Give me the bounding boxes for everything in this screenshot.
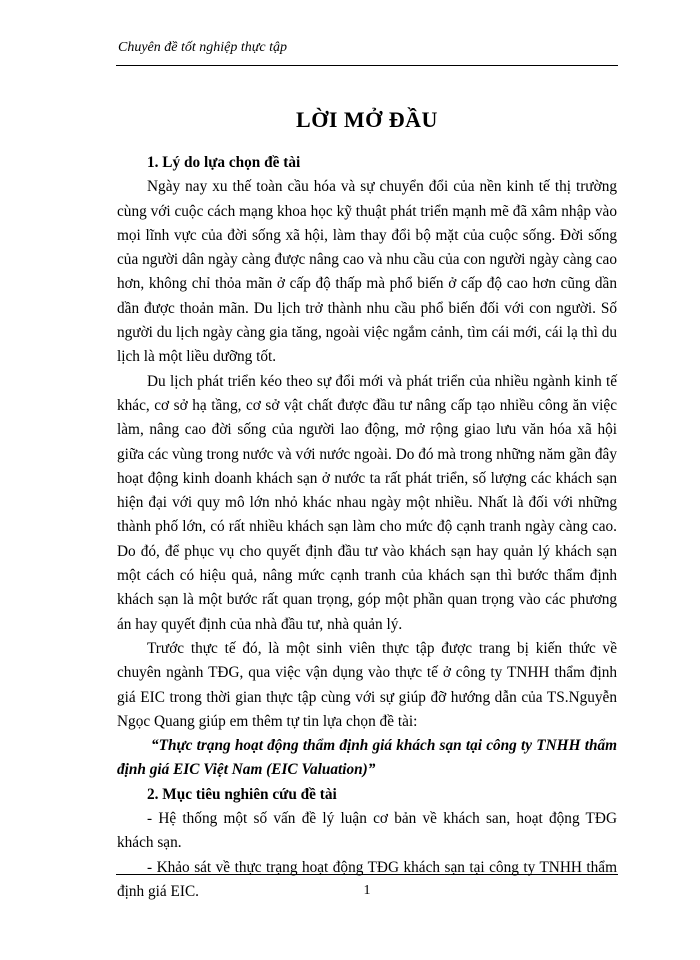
paragraph: Trước thực tế đó, là một sinh viên thực tập được trang bị kiến thức về chuyên ngành TĐG, qua việc vận dụng vào thực tế ở công ty TNHH thẩm định giá EIC trong thời gian thực tập cùng với sự giúp đỡ hướng dẫn của TS.Nguyễn Ngọc Quang giúp em thêm tự tin lựa chọn đề tài: [117, 639, 617, 730]
page-title: LỜI MỞ ĐẦU [296, 107, 438, 132]
paragraph: Ngày nay xu thế toàn cầu hóa và sự chuyển đổi của nền kinh tế thị trường cùng với cuộc cách mạng khoa học kỹ thuật phát triển mạnh mẽ đã xâm nhập vào mọi lĩnh vực của đời sống xã hội, làm thay đổi bộ mặt của cuộc sống. Đời sống của người dân ngày càng được nâng cao và nhu cầu của con người ngày càng cao hơn, không chỉ thỏa mãn ở cấp độ thấp mà phổ biến ở cấp độ cao hơn cũng dần dần được thoản mãn. Du lịch trở thành nhu cầu phổ biến đối với con người. Số người du lịch ngày càng gia tăng, ngoài việc ngắm cảnh, tìm cái mới, cái lạ thì du lịch là một liều dưỡng tốt. [117, 178, 617, 366]
section-heading-objectives: 2. Mục tiêu nghiên cứu đề tài [147, 785, 337, 803]
page-number: 1 [363, 883, 371, 898]
section-heading-reasons: 1. Lý do lựa chọn đề tài [147, 154, 301, 171]
topic-title-quote: “Thực trạng hoạt động thẩm định giá khách sạn tại công ty TNHH thẩm định giá EIC Việt Nam (EIC Valuation)” [117, 737, 617, 779]
list-item: - Hệ thống một số vấn đề lý luận cơ bản về khách san, hoạt động TĐG khách sạn. [117, 810, 617, 852]
document-body [117, 151, 617, 904]
paragraph: Du lịch phát triển kéo theo sự đổi mới và phát triển của nhiều ngành kinh tế khác, cơ sở hạ tầng, cơ sở vật chất được đầu tư nâng cấp tạo nhiều công ăn việc làm, nâng cao đời sống của người lao động, mở rộng giao lưu văn hóa xã hội giữa các vùng trong nước và với nước ngoài. Do đó mà trong những năm gần đây hoạt động kinh doanh khách sạn ở nước ta rất phát triển, số lượng các khách sạn hiện đại với quy mô lớn nhỏ khác nhau ngày một nhiều. Nhất là đối với những thành phố lớn, có rất nhiều khách sạn làm cho mức độ cạnh tranh ngày càng cao. Do đó, để phục vụ cho quyết định đầu tư vào khách sạn hay quản lý khách sạn một cách có hiệu quả, nâng mức cạnh tranh của khách sạn thì bước thẩm định khách sạn là một bước rất quan trọng, góp một phần quan trọng vào các phương án hay quyết định của nhà đầu tư, nhà quản lý. [117, 372, 617, 633]
running-header: Chuyên đề tốt nghiệp thực tập [118, 40, 287, 55]
header-divider [116, 65, 618, 66]
list-item: - Khảo sát về thực trạng hoạt động TĐG khách sạn tại công ty TNHH thẩm định giá EIC. [117, 858, 617, 900]
footer-divider [116, 874, 618, 875]
